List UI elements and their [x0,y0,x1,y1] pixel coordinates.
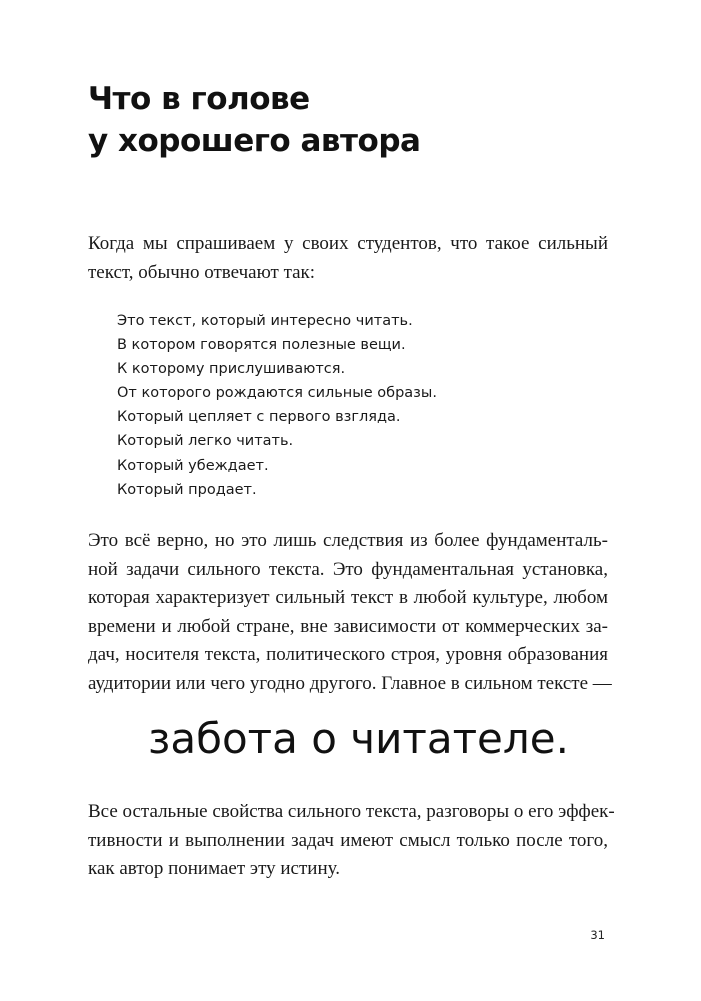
heading-line-1: Что в голове [88,81,310,117]
main-line-3: которая характеризует сильный текст в любой культуре, любом [88,587,608,608]
chapter-heading [88,78,648,162]
answer-item: Это текст, который интересно читать. [117,313,413,329]
closing-line-2: тивности и выполнении задач имеют смысл только после того, [88,829,608,851]
intro-line-2: текст, обычно отвечают так: [88,261,316,283]
intro-paragraph [88,230,608,287]
main-line-2: ной задачи сильного текста. Это фундаментальная установка, [88,558,608,580]
answers-list [117,309,597,502]
intro-line-1: Когда мы спрашиваем у своих студентов, что такое сильный [88,233,608,254]
closing-paragraph [88,798,615,884]
main-line-1: Это всё верно, но это лишь следствия из более фундаменталь- [88,530,608,551]
answer-item: От которого рождаются сильные образы. [117,385,437,402]
key-phrase: забота о читателе. [148,714,569,763]
heading-line-2: у хорошего автора [88,123,421,159]
closing-line-1: Все остальные свойства сильного текста, разговоры о его эффек- [88,801,615,822]
closing-line-3: как автор понимает эту истину. [88,858,340,879]
answer-item: К которому прислушиваются. [117,361,346,378]
main-paragraph [88,527,612,698]
answer-item: Который легко читать. [117,433,294,450]
main-line-4: времени и любой стране, вне зависимости от коммерческих за- [88,615,608,637]
answer-item: Который убеждает. [117,457,269,474]
page-number: 31 [590,928,605,942]
answer-item: В котором говорятся полезные вещи. [117,337,406,354]
answer-item: Который цепляет с первого взгляда. [117,409,401,426]
main-line-5: дач, носителя текста, политического строя, уровня образования [88,644,608,665]
main-line-6: аудитории или чего угодно другого. Главное в сильном тексте — [88,672,612,694]
answer-item: Который продает. [117,481,257,498]
